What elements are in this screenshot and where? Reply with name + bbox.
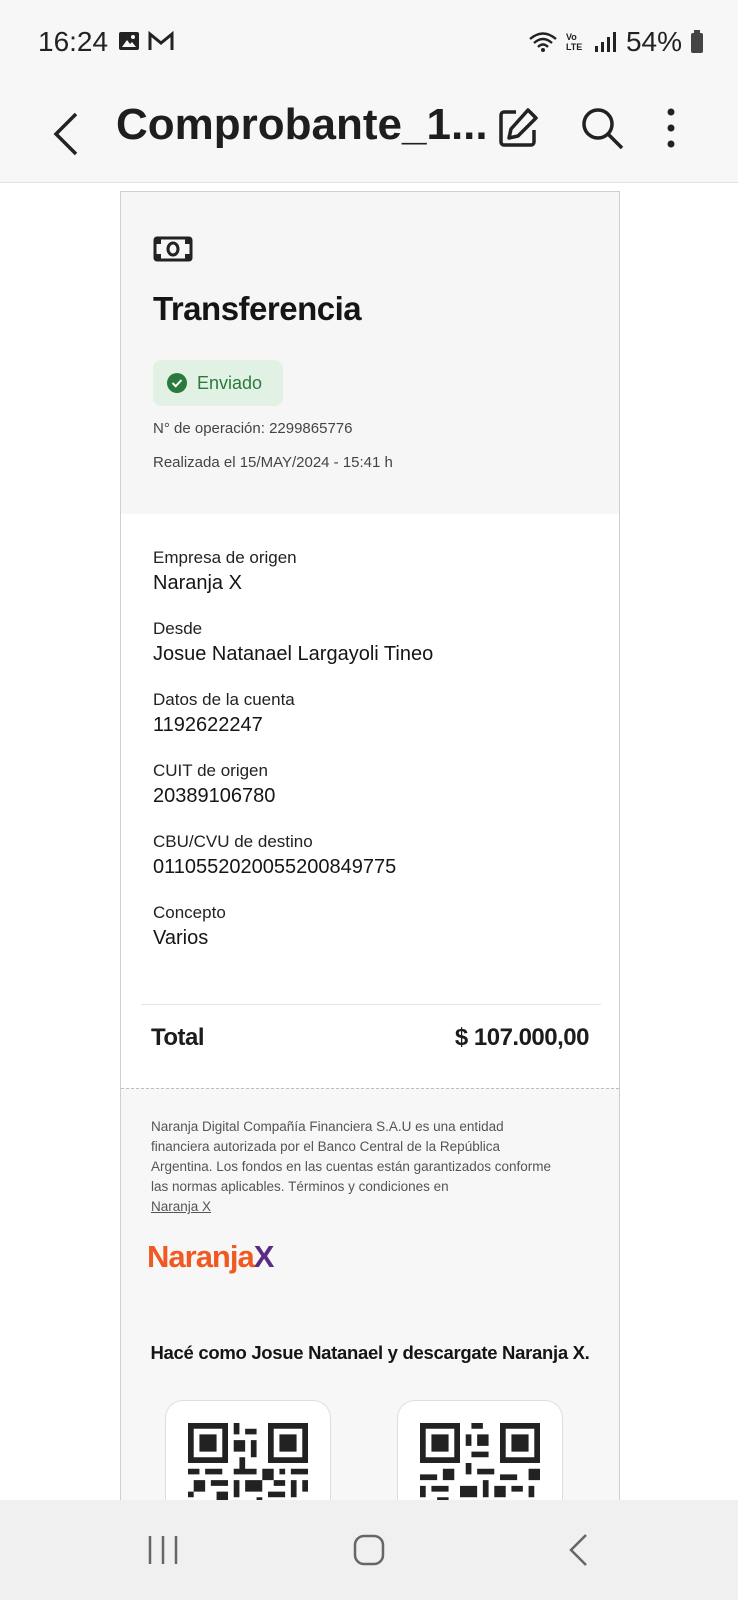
- battery-percent: 54%: [625, 26, 682, 57]
- battery-icon: [690, 30, 704, 54]
- back-arrow-icon[interactable]: [46, 106, 86, 162]
- status-badge: [153, 360, 283, 406]
- receipt-page: [120, 191, 620, 1500]
- field-value: 1192622247: [153, 714, 263, 736]
- divider: [141, 1004, 601, 1005]
- field-value: Josue Natanael Largayoli Tineo: [153, 643, 434, 665]
- total-amount: $ 107.000,00: [454, 1024, 589, 1051]
- home-icon[interactable]: [352, 1532, 386, 1568]
- field-value: Naranja X: [153, 572, 242, 594]
- status-text: Enviado: [197, 372, 263, 393]
- app-bar: [0, 86, 738, 183]
- money-icon: [153, 236, 193, 262]
- promo-text: Hacé como Josue Natanael y descargate Naranja X.: [150, 1342, 590, 1363]
- logo-text-naranja: Naranja: [147, 1239, 254, 1274]
- field-value: Varios: [153, 927, 209, 949]
- field-label: Desde: [153, 619, 203, 638]
- legal-body: Naranja Digital Compañía Financiera S.A.U es una entidad financiera autorizada por el Banco Central de la República Argentina. Los fondos en las cuentas están garantizados conforme las normas aplicables. Términos y condiciones en: [151, 1119, 552, 1194]
- field-cuenta: [153, 690, 573, 737]
- total-label: Total: [151, 1024, 205, 1051]
- field-cbu: [153, 832, 573, 879]
- field-label: CUIT de origen: [153, 761, 268, 780]
- field-cuit: [153, 761, 573, 808]
- receipt-title: Transferencia: [153, 290, 362, 327]
- search-icon[interactable]: [578, 104, 626, 152]
- logo-text-x: X: [253, 1239, 274, 1274]
- field-label: Concepto: [153, 903, 226, 922]
- gallery-icon: [118, 30, 140, 52]
- document-title: Comprobante_1...: [116, 100, 488, 149]
- status-bar: [0, 0, 738, 86]
- field-label: Datos de la cuenta: [153, 690, 295, 709]
- nav-back-icon[interactable]: [566, 1532, 590, 1568]
- wifi-icon: [528, 31, 558, 53]
- field-value: 0110552020055200849775: [153, 856, 397, 878]
- more-vert-icon[interactable]: [656, 104, 686, 152]
- edit-icon[interactable]: [494, 104, 542, 152]
- field-value: 20389106780: [153, 785, 276, 807]
- field-label: Empresa de origen: [153, 548, 297, 567]
- navigation-bar: [0, 1500, 738, 1600]
- qr-code-icon: [188, 1423, 308, 1500]
- promo-section: [121, 1300, 619, 1500]
- network-label: Vo LTE: [565, 32, 583, 52]
- qr-code-icon: [420, 1423, 540, 1500]
- naranja-x-logo: [147, 1239, 273, 1275]
- field-label: CBU/CVU de destino: [153, 832, 313, 851]
- document-viewer[interactable]: [0, 183, 738, 1500]
- operation-date: Realizada el 15/MAY/2024 - 15:41 h: [153, 454, 393, 471]
- qr-card-1[interactable]: [165, 1400, 331, 1500]
- field-empresa: [153, 548, 573, 595]
- legal-text: [151, 1117, 551, 1217]
- check-circle-icon: [167, 373, 187, 393]
- operation-number: N° de operación: 2299865776: [153, 420, 353, 437]
- legal-section: [121, 1088, 619, 1302]
- recent-apps-icon[interactable]: [146, 1532, 180, 1568]
- receipt-header: [121, 192, 619, 514]
- signal-icon: [594, 31, 618, 53]
- status-time: 16:24: [38, 26, 109, 57]
- terms-link[interactable]: Naranja X: [151, 1199, 212, 1214]
- gmail-icon: [148, 30, 174, 52]
- qr-card-2[interactable]: [397, 1400, 563, 1500]
- field-concepto: [153, 903, 573, 950]
- field-desde: [153, 619, 573, 666]
